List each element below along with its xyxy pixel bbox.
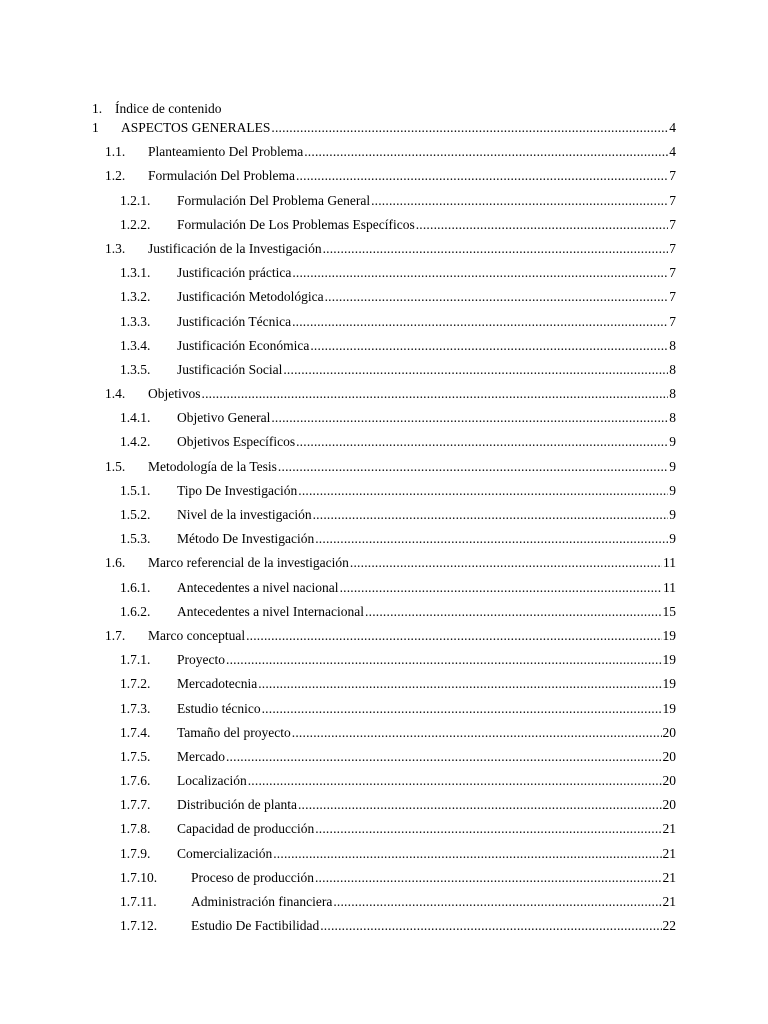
toc-entry-title[interactable]: Justificación Técnica — [177, 313, 292, 329]
toc-dot-leader — [278, 458, 668, 476]
toc-entry-line — [177, 264, 676, 282]
toc-entry-number: 1.7.12. — [120, 918, 158, 934]
toc-entry-page: 20 — [662, 773, 676, 789]
toc-entry[interactable] — [0, 675, 768, 699]
toc-entry-title[interactable]: Justificación de la Investigación — [148, 240, 322, 256]
toc-entry-line — [148, 167, 676, 185]
toc-entry-page: 8 — [669, 410, 676, 426]
toc-entry-line — [148, 554, 676, 572]
toc-entry-title[interactable]: Localización — [177, 773, 247, 789]
toc-entry[interactable] — [0, 288, 768, 312]
toc-dot-leader — [304, 143, 668, 161]
toc-entry-number: 1.6.1. — [120, 579, 151, 595]
toc-entry-number: 1.3.4. — [120, 337, 151, 353]
toc-dot-leader — [325, 288, 669, 306]
toc-entry[interactable] — [0, 748, 768, 772]
toc-entry-number: 1.2.1. — [120, 192, 151, 208]
toc-dot-leader — [296, 167, 668, 185]
toc-entry-page: 9 — [669, 531, 676, 547]
toc-entry-line — [148, 143, 676, 161]
toc-entry-title[interactable]: Mercadotecnia — [177, 676, 258, 692]
toc-dot-leader — [283, 361, 668, 379]
toc-entry-line — [148, 627, 676, 645]
toc-entry-line — [177, 288, 676, 306]
toc-entry-page: 7 — [669, 289, 676, 305]
toc-heading — [92, 100, 221, 118]
toc-heading-number: 1. — [92, 101, 103, 116]
toc-entry-page: 7 — [669, 313, 676, 329]
toc-entry-line — [177, 409, 676, 427]
toc-entry-number: 1.7.2. — [120, 676, 151, 692]
toc-entry-title[interactable]: Objetivos Específicos — [177, 434, 296, 450]
toc-dot-leader — [292, 264, 668, 282]
toc-dot-leader — [333, 893, 661, 911]
toc-entry-title[interactable]: Mercado — [177, 748, 225, 764]
toc-entry-line — [177, 433, 676, 451]
toc-entry-page: 21 — [662, 894, 676, 909]
toc-entry-line — [177, 506, 676, 524]
toc-dot-leader — [323, 240, 669, 258]
toc-entry[interactable] — [0, 869, 768, 893]
toc-entry-number: 1.7.8. — [120, 821, 151, 837]
toc-entry-number: 1.7.3. — [120, 700, 151, 716]
toc-dot-leader — [271, 119, 668, 137]
table-of-contents — [0, 119, 768, 941]
toc-entry[interactable] — [0, 724, 768, 748]
toc-entry[interactable] — [0, 482, 768, 506]
toc-entry-number: 1.4.2. — [120, 434, 151, 450]
toc-entry-line — [177, 675, 676, 693]
toc-entry-title[interactable]: Distribución de planta — [177, 797, 297, 813]
toc-entry[interactable] — [0, 240, 768, 264]
toc-entry[interactable] — [0, 554, 768, 578]
toc-entry-number: 1.5.3. — [120, 531, 151, 547]
toc-entry-line — [177, 216, 676, 234]
toc-entry-title[interactable]: Justificación Metodológica — [177, 289, 324, 305]
toc-dot-leader — [310, 337, 668, 355]
toc-entry-page: 21 — [662, 845, 676, 861]
toc-heading-title: Índice de contenido — [115, 101, 222, 116]
toc-dot-leader — [315, 820, 661, 838]
toc-entry-page: 8 — [669, 386, 676, 402]
toc-dot-leader — [371, 192, 668, 210]
toc-dot-leader — [292, 724, 662, 742]
toc-dot-leader — [313, 506, 669, 524]
toc-dot-leader — [202, 385, 669, 403]
toc-entry-number: 1.3.5. — [120, 361, 151, 377]
toc-entry-page: 22 — [662, 918, 676, 934]
toc-entry-number: 1.5.1. — [120, 482, 151, 498]
toc-entry-line — [177, 748, 676, 766]
toc-entry-title[interactable]: Antecedentes a nivel nacional — [177, 579, 339, 595]
toc-entry-title[interactable]: Formulación De Los Problemas Específicos — [177, 216, 415, 232]
toc-entry-line — [191, 869, 676, 887]
toc-entry[interactable] — [0, 167, 768, 191]
toc-entry-page: 21 — [662, 821, 676, 837]
toc-entry[interactable] — [0, 530, 768, 554]
toc-entry-title[interactable]: Marco referencial de la investigación — [148, 555, 349, 571]
toc-entry-page: 7 — [669, 240, 676, 256]
toc-dot-leader — [226, 651, 662, 669]
toc-entry-page: 7 — [669, 265, 676, 281]
toc-dot-leader — [271, 409, 668, 427]
toc-entry-page: 4 — [669, 120, 676, 135]
toc-entry-page: 9 — [669, 434, 676, 450]
toc-entry-page: 19 — [662, 652, 676, 668]
toc-entry-page: 7 — [669, 192, 676, 208]
toc-dot-leader — [248, 772, 662, 790]
toc-entry[interactable] — [0, 700, 768, 724]
toc-entry[interactable] — [0, 579, 768, 603]
toc-entry-title[interactable]: Tipo De Investigación — [177, 482, 298, 498]
toc-entry[interactable] — [0, 361, 768, 385]
toc-entry-title[interactable]: Tamaño del proyecto — [177, 724, 291, 740]
toc-entry-number: 1.3.3. — [120, 313, 151, 329]
toc-entry-title[interactable]: Formulación Del Problema — [148, 168, 295, 184]
toc-entry-line — [177, 579, 676, 597]
toc-entry-number: 1.6.2. — [120, 603, 151, 619]
toc-entry[interactable] — [0, 845, 768, 869]
toc-entry-title[interactable]: Marco conceptual — [148, 627, 246, 643]
toc-entry-line — [148, 458, 676, 476]
toc-entry-line — [177, 337, 676, 355]
toc-entry-page: 20 — [662, 797, 676, 813]
toc-entry-title[interactable]: ASPECTOS GENERALES — [121, 120, 271, 135]
toc-entry-line — [177, 820, 676, 838]
toc-entry-number: 1 — [92, 120, 99, 135]
toc-entry[interactable] — [0, 143, 768, 167]
toc-dot-leader — [315, 530, 668, 548]
toc-entry-title[interactable]: Antecedentes a nivel Internacional — [177, 603, 365, 619]
toc-entry-line — [177, 482, 676, 500]
toc-entry-line — [177, 772, 676, 790]
toc-entry-line — [177, 845, 676, 863]
toc-entry-line — [148, 385, 676, 403]
toc-dot-leader — [298, 796, 662, 814]
toc-entry[interactable] — [0, 651, 768, 675]
toc-entry-page: 11 — [663, 579, 676, 595]
toc-entry-line — [177, 192, 676, 210]
toc-entry-number: 1.7. — [105, 627, 126, 643]
toc-entry-page: 7 — [669, 168, 676, 184]
toc-dot-leader — [262, 700, 662, 718]
toc-entry[interactable] — [0, 603, 768, 627]
toc-entry-line — [177, 724, 676, 742]
toc-entry[interactable] — [0, 506, 768, 530]
toc-entry-number: 1.4.1. — [120, 410, 151, 426]
toc-entry[interactable] — [0, 917, 768, 941]
toc-entry-title[interactable]: Justificación práctica — [177, 265, 292, 281]
toc-dot-leader — [258, 675, 661, 693]
toc-entry-page: 20 — [662, 724, 676, 740]
toc-entry-title[interactable]: Proyecto — [177, 652, 225, 668]
toc-dot-leader — [416, 216, 669, 234]
toc-entry[interactable] — [0, 313, 768, 337]
toc-entry-number: 1.2.2. — [120, 216, 151, 232]
toc-entry[interactable] — [0, 385, 768, 409]
toc-entry-title[interactable]: Formulación Del Problema General — [177, 192, 371, 208]
toc-entry-title[interactable]: Nivel de la investigación — [177, 507, 312, 522]
toc-entry[interactable] — [0, 772, 768, 796]
toc-dot-leader — [350, 554, 662, 572]
toc-entry-line — [177, 796, 676, 814]
toc-entry-line — [177, 530, 676, 548]
toc-entry[interactable] — [0, 458, 768, 482]
toc-entry-page: 19 — [662, 700, 676, 716]
toc-entry-page: 8 — [669, 337, 676, 353]
toc-entry-number: 1.5. — [105, 458, 126, 474]
toc-entry-page: 9 — [669, 482, 676, 498]
toc-dot-leader — [320, 917, 661, 935]
toc-entry[interactable] — [0, 337, 768, 361]
toc-entry-number: 1.7.7. — [120, 797, 151, 813]
toc-entry-title[interactable]: Comercialización — [177, 845, 273, 861]
toc-dot-leader — [296, 433, 668, 451]
toc-entry-line — [191, 917, 676, 935]
toc-entry-page: 9 — [669, 458, 676, 474]
toc-dot-leader — [226, 748, 662, 766]
toc-entry-title[interactable]: Objetivos — [148, 386, 201, 402]
toc-entry[interactable] — [0, 409, 768, 433]
toc-entry-page: 20 — [662, 748, 676, 764]
toc-entry[interactable] — [0, 216, 768, 240]
toc-entry-number: 1.4. — [105, 386, 126, 402]
toc-entry-title[interactable]: Capacidad de producción — [177, 821, 315, 837]
toc-entry-number: 1.7.6. — [120, 773, 151, 789]
toc-entry[interactable] — [0, 119, 768, 143]
toc-entry-title[interactable]: Metodología de la Tesis — [148, 458, 277, 474]
toc-entry-line — [177, 651, 676, 669]
toc-entry-number: 1.3.1. — [120, 265, 151, 281]
toc-entry-number: 1.5.2. — [120, 507, 151, 522]
toc-dot-leader — [365, 603, 661, 621]
toc-entry-page: 11 — [663, 555, 676, 571]
toc-entry[interactable] — [0, 192, 768, 216]
toc-dot-leader — [298, 482, 668, 500]
toc-dot-leader — [315, 869, 662, 887]
toc-entry-page: 4 — [669, 144, 676, 160]
toc-entry-number: 1.3.2. — [120, 289, 151, 305]
toc-entry-page: 15 — [662, 603, 676, 619]
toc-entry-title[interactable]: Justificación Social — [177, 361, 283, 377]
toc-entry-number: 1.7.4. — [120, 724, 151, 740]
toc-entry-line — [177, 603, 676, 621]
toc-entry-page: 21 — [662, 869, 676, 885]
toc-entry[interactable] — [0, 820, 768, 844]
toc-dot-leader — [273, 845, 661, 863]
toc-entry-number: 1.3. — [105, 240, 126, 256]
toc-entry[interactable] — [0, 893, 768, 917]
toc-entry-number: 1.1. — [105, 144, 126, 160]
toc-entry-title[interactable]: Objetivo General — [177, 410, 271, 426]
toc-entry-number: 1.2. — [105, 168, 126, 184]
toc-entry-title[interactable]: Estudio De Factibilidad — [191, 918, 320, 934]
toc-entry-line — [121, 119, 676, 137]
toc-dot-leader — [246, 627, 661, 645]
toc-entry-line — [177, 361, 676, 379]
toc-entry-number: 1.7.10. — [120, 869, 158, 885]
toc-entry-title[interactable]: Administración financiera — [191, 894, 333, 909]
toc-entry-title[interactable]: Proceso de producción — [191, 869, 314, 885]
toc-entry-title[interactable]: Estudio técnico — [177, 700, 261, 716]
toc-entry-page: 7 — [669, 216, 676, 232]
toc-entry[interactable] — [0, 627, 768, 651]
toc-entry-number: 1.7.1. — [120, 652, 151, 668]
toc-entry-line — [177, 313, 676, 331]
toc-dot-leader — [340, 579, 662, 597]
toc-entry-page: 8 — [669, 361, 676, 377]
toc-entry[interactable] — [0, 264, 768, 288]
toc-entry-title[interactable]: Justificación Económica — [177, 337, 310, 353]
toc-entry-line — [177, 700, 676, 718]
toc-entry-number: 1.7.5. — [120, 748, 151, 764]
toc-entry-line — [191, 893, 676, 911]
toc-entry-number: 1.7.9. — [120, 845, 151, 861]
toc-entry-page: 19 — [662, 627, 676, 643]
toc-entry-number: 1.7.11. — [120, 894, 157, 909]
toc-entry-page: 19 — [662, 676, 676, 692]
toc-dot-leader — [292, 313, 668, 331]
toc-entry-page: 9 — [669, 507, 676, 522]
toc-entry[interactable] — [0, 433, 768, 457]
toc-entry-number: 1.6. — [105, 555, 126, 571]
toc-entry-title[interactable]: Planteamiento Del Problema — [148, 144, 304, 160]
toc-entry[interactable] — [0, 796, 768, 820]
toc-entry-title[interactable]: Método De Investigación — [177, 531, 315, 547]
toc-entry-line — [148, 240, 676, 258]
